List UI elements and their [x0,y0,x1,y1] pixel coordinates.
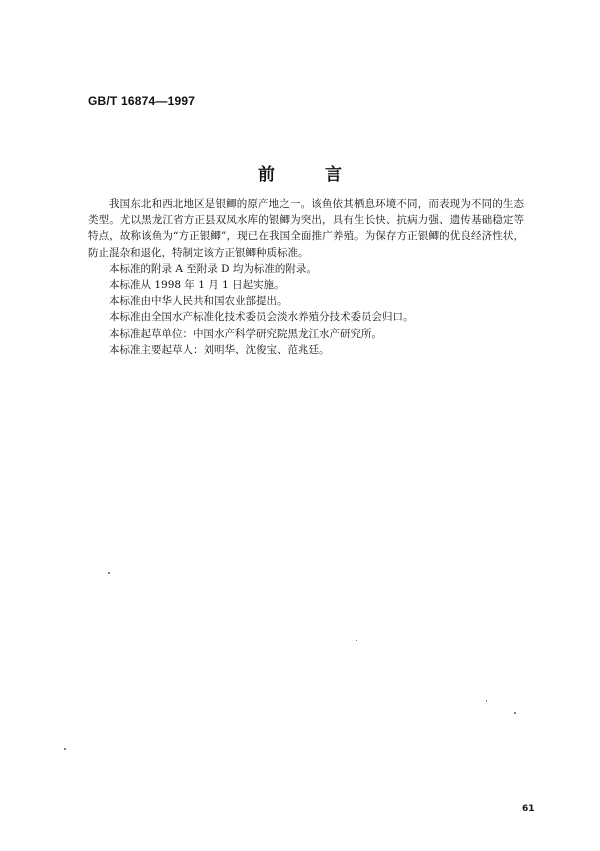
scan-speck [108,572,110,574]
scan-speck [64,748,66,750]
scan-speck [486,700,487,702]
standard-code: GB/T 16874—1997 [88,94,196,108]
page-title: 前 言 [258,165,364,185]
paragraph-intro: 我国东北和西北地区是银鲫的原产地之一。该鱼依其栖息环境不同，而表现为不同的生态类型。尤以黑龙江省方正县双凤水库的银鲫为突出，具有生长快、抗病力强、遗传基础稳定等特点，故称该鱼为“方正银鲫”，现已在我国全面推广养殖。为保存方正银鲫的优良经济性状，防止混杂和退化，特制定该方正银鲫种质标准。 [88,198,524,259]
paragraph-proposer: 本标准由中华人民共和国农业部提出。 [109,295,288,308]
paragraph-effective-date: 本标准从 1998 年 1 月 1 日起实施。 [109,279,285,292]
paragraph-committee: 本标准由全国水产标准化技术委员会淡水养殖分技术委员会归口。 [109,311,414,324]
paragraph-drafters: 本标准主要起草人：刘明华、沈俊宝、范兆廷。 [109,343,330,356]
paragraph-drafting-unit: 本标准起草单位：中国水产科学研究院黑龙江水产研究所。 [109,327,382,340]
scan-speck [514,712,516,714]
paragraph-appendix: 本标准的附录 A 至附录 D 均为标准的附录。 [109,262,317,275]
page-number: 61 [522,804,535,814]
scan-speck [356,640,357,641]
foreword-body [88,196,524,358]
